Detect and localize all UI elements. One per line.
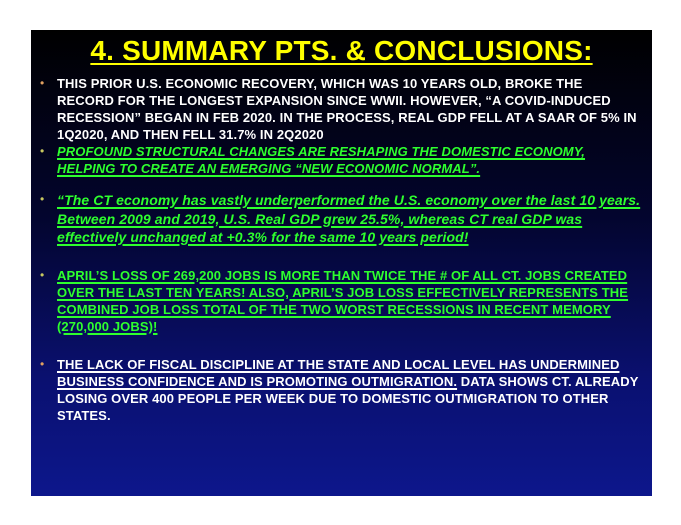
bullet-text-3: “The CT economy has vastly underperformed the U.S. economy over the last 10 years. Between 2009 and 2019, U.S. Real GDP grew 25.5%, whereas CT real GDP was effectively unchanged at +0.3% for the same 10 years period! xyxy=(57,192,641,245)
bullet-dot-icon: • xyxy=(40,267,45,282)
bullet-item-3 xyxy=(39,191,643,247)
bullet-item-4 xyxy=(39,267,643,335)
bullet-item-5 xyxy=(39,356,643,424)
bullet-text-5 xyxy=(57,356,643,424)
bullet-dot-icon: • xyxy=(40,356,45,371)
slide-title: 4. SUMMARY PTS. & CONCLUSIONS: xyxy=(90,35,593,66)
bullet-item-1 xyxy=(39,75,643,143)
bullet-dot-icon: • xyxy=(40,76,45,90)
bullet-text-1: THIS PRIOR U.S. ECONOMIC RECOVERY, WHICH WAS 10 YEARS OLD, BROKE THE RECORD FOR THE LONGEST EXPANSION SINCE WWII. HOWEVER, “A COVID-INDUCED RECESSION” BEGAN IN FEB 2020. IN THE PROCESS, REAL GDP FELL AT A SAAR OF 5% IN 1Q2020, AND THEN FELL 31.7% IN 2Q2020 xyxy=(57,76,637,142)
slide xyxy=(31,30,652,496)
bullet-text-5-plain: DATA SHOWS CT. ALREADY LOSING OVER 400 PEOPLE PER WEEK DUE TO DOMESTIC OUTMIGRATION TO OTHER STATES. xyxy=(57,373,639,423)
bullet-dot-icon: • xyxy=(40,192,45,206)
bullet-dot-icon: • xyxy=(40,144,45,158)
bullet-text-4: APRIL’S LOSS OF 269,200 JOBS IS MORE THAN TWICE THE # OF ALL CT. JOBS CREATED OVER THE LAST TEN YEARS! ALSO, APRIL’S JOB LOSS EFFECTIVELY REPRESENTS THE COMBINED JOB LOSS TOTAL OF THE TWO WORST RECESSIONS IN RECENT MEMORY (270,000 JOBS)! xyxy=(57,267,629,334)
bullet-list xyxy=(39,75,643,424)
bullet-text-2: PROFOUND STRUCTURAL CHANGES ARE RESHAPING THE DOMESTIC ECONOMY, HELPING TO CREATE AN EMERGING “NEW ECONOMIC NORMAL”. xyxy=(57,144,586,176)
bullet-item-2 xyxy=(39,143,643,177)
bullet-text-5-underlined: THE LACK OF FISCAL DISCIPLINE AT THE STATE AND LOCAL LEVEL HAS UNDERMINED BUSINESS CONFIDENCE AND IS PROMOTING OUTMIGRATION. xyxy=(57,356,620,389)
